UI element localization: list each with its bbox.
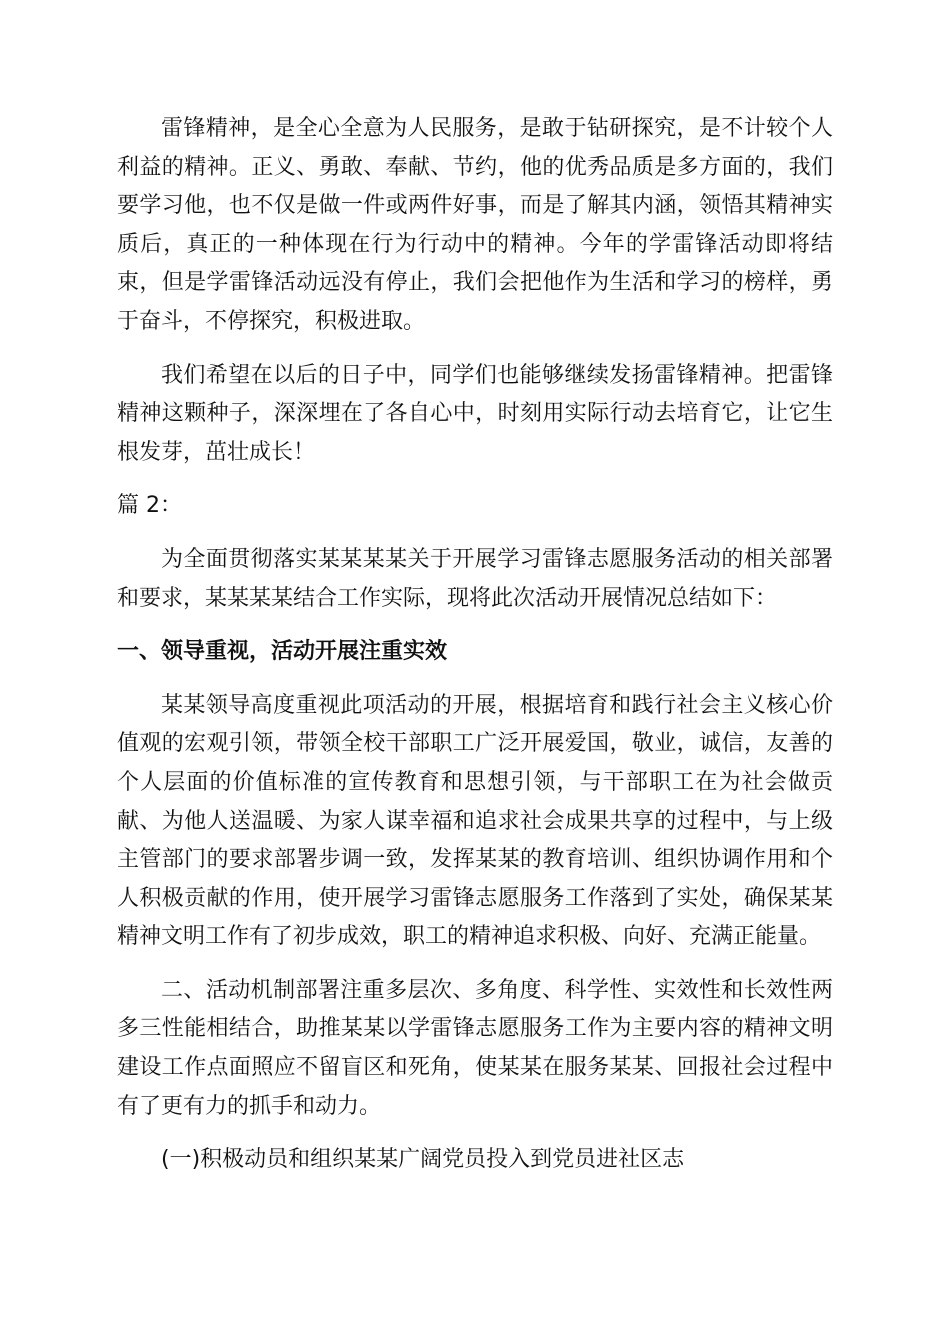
paragraph-1: 雷锋精神，是全心全意为人民服务，是敢于钻研探究，是不计较个人利益的精神。正义、勇敢、奉献、节约，他的优秀品质是多方面的，我们要学习他，也不仅是做一件或两件好事，而是了解其内涵，领悟其精神实质后，真正的一种体现在行为行动中的精神。今年的学雷锋活动即将结束，但是学雷锋活动远没有停止，我们会把他作为生活和学习的榜样，勇于奋斗，不停探究，积极进取。 [117,116,833,334]
paragraph-2: 我们希望在以后的日子中，同学们也能够继续发扬雷锋精神。把雷锋精神这颗种子，深深埋在了各自心中，时刻用实际行动去培育它，让它生根发芽，茁壮成长！ [117,362,833,465]
section-label: 篇 2： [117,493,182,519]
section-heading-1: 一、领导重视，活动开展注重实效 [117,639,448,665]
paragraph-5: 二、活动机制部署注重多层次、多角度、科学性、实效性和长效性两多三性能相结合，助推某某以学雷锋志愿服务工作为主要内容的精神文明建设工作点面照应不留盲区和死角，使某某在服务某某、回报社会过程中有了更有力的抓手和动力。 [117,977,833,1119]
paragraph-4: 某某领导高度重视此项活动的开展，根据培育和践行社会主义核心价值观的宏观引领，带领全校干部职工广泛开展爱国，敬业，诚信，友善的个人层面的价值标准的宣传教育和思想引领，与干部职工在为社会做贡献、为他人送温暖、为家人谋幸福和追求社会成果共享的过程中，与上级主管部门的要求部署步调一致，发挥某某的教育培训、组织协调作用和个人积极贡献的作用，使开展学习雷锋志愿服务工作落到了实处，确保某某精神文明工作有了初步成效，职工的精神追求积极、向好、充满正能量。 [117,692,833,950]
document-page [117,110,833,1180]
paragraph-3: 为全面贯彻落实某某某某关于开展学习雷锋志愿服务活动的相关部署和要求，某某某某结合工作实际，现将此次活动开展情况总结如下： [117,546,833,611]
paragraph-6: (一)积极动员和组织某某广阔党员投入到党员进社区志 [161,1147,685,1173]
